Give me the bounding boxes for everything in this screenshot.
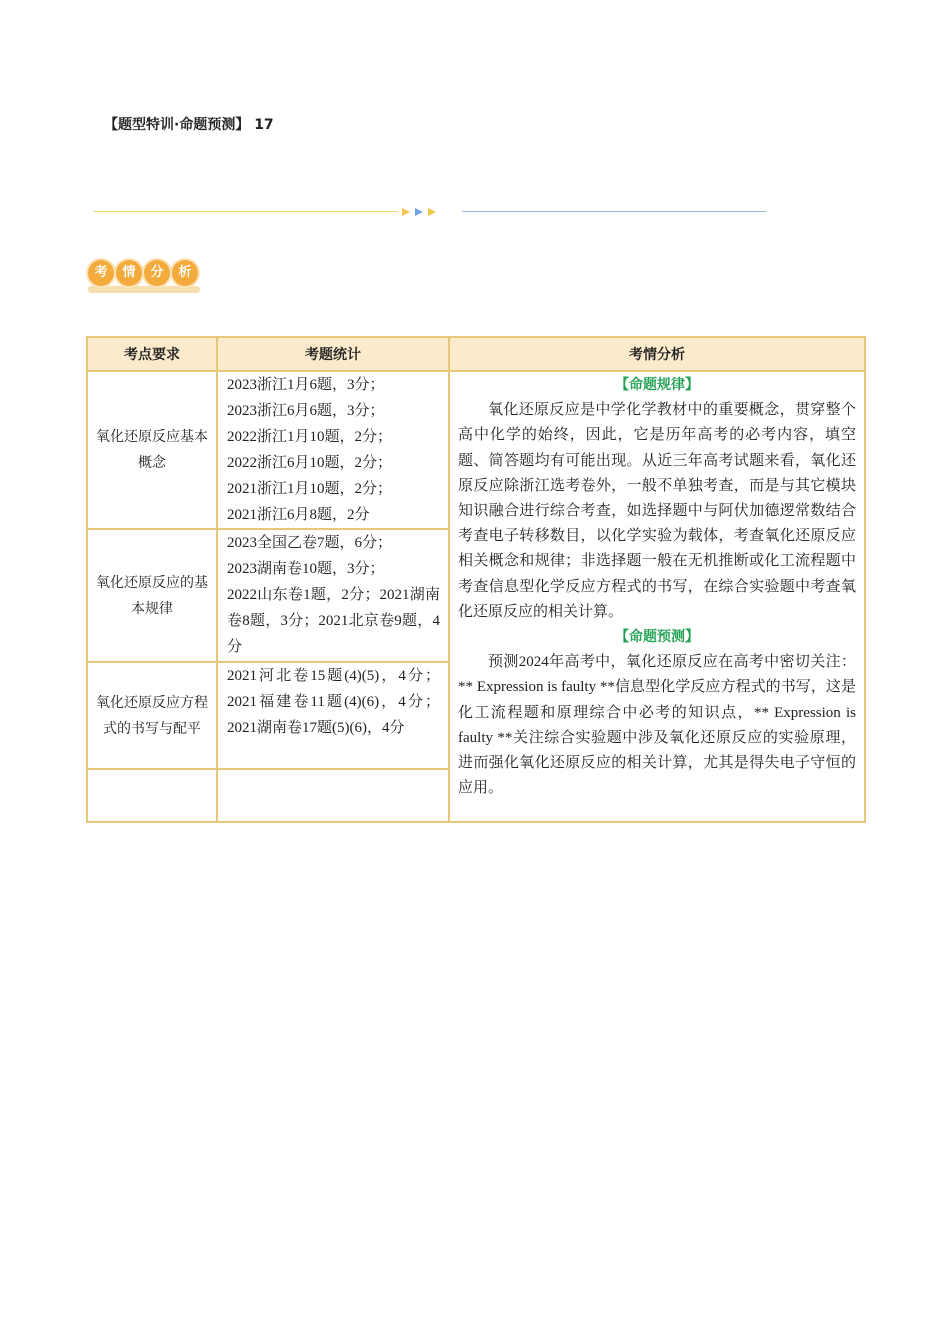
badge-char: 情 [116,260,142,286]
stat-line: 2021浙江1月10题，2分； [227,481,393,497]
stat-line: 2021河北卷15题(4)(5)，4分；2021福建卷11题(4)(6)，4分；2021湖南卷17题(5)(6)，4分 [227,668,440,736]
section-badge [88,256,204,296]
stat-line: 2023浙江1月6题，3分； [227,377,385,393]
table-row [87,371,865,529]
header-statistics: 考题统计 [217,337,449,371]
stat-line: 2022浙江1月10题，2分； [227,429,393,445]
statistics-cell [217,529,449,662]
analysis-cell [449,371,865,822]
stat-line: 2023全国乙卷7题，6分； [227,535,393,551]
requirement-cell: 氧化还原反应基本概念 [87,371,217,529]
stat-line: 2023浙江6月6题，3分； [227,403,385,419]
badge-char: 析 [172,260,198,286]
divider-left-line [93,211,398,212]
statistics-cell [217,371,449,529]
header-analysis: 考情分析 [449,337,865,371]
analysis-paragraph-prediction: 预测2024年高考中，氧化还原反应在高考中密切关注：** Expression is faulty **信息型化学反应方程式的书写，这是化工流程题和原理综合中必考的知识点，** Expression is faulty **关注综合实验题中涉及氧化还原反应的实验原理，进而强化氧化还原反应的相关计算，尤其是得失电子守恒的应用。 [458,654,856,797]
analysis-table [86,336,866,823]
badge-underline [88,286,200,293]
analysis-paragraph-rule: 氧化还原反应是中学化学教材中的重要概念，贯穿整个高中化学的始终，因此，它是历年高考的必考内容，填空题、简答题均有可能出现。从近三年高考试题来看，氧化还原反应除浙江选考卷外，一般不单独考查，而是与其它模块知识融合进行综合考查，如选择题中与阿伏加德逻常数结合考查电子转移数目，以化学实验为载体，考查氧化还原反应相关概念和规律；非选择题一般在无机推断或化工流程题中考查信息型化学反应方程式的书写，在综合实验题中考查氧化还原反应的相关计算。 [458,402,856,620]
requirement-cell: 氧化还原反应方程式的书写与配平 [87,662,217,769]
table-header-row [87,337,865,371]
header-requirement: 考点要求 [87,337,217,371]
triple-arrow-icon [402,206,442,218]
divider-right-line [462,211,766,212]
analysis-heading-prediction: 【命题预测】 [615,629,699,646]
stat-line: 2023湖南卷10题，3分； [227,561,385,577]
requirement-cell-empty [87,769,217,822]
badge-char: 考 [88,260,114,286]
badge-char: 分 [144,260,170,286]
stat-line: 2022浙江6月10题，2分； [227,455,393,471]
statistics-cell [217,662,449,769]
requirement-cell: 氧化还原反应的基本规律 [87,529,217,662]
statistics-cell-empty [217,769,449,822]
page-header: 【题型特训·命题预测】 17 [104,117,274,133]
stat-line: 2022山东卷1题，2分；2021湖南卷8题，3分；2021北京卷9题，4分 [227,587,440,655]
analysis-heading-rule: 【命题规律】 [615,377,699,393]
stat-line: 2021浙江6月8题，2分 [227,507,370,523]
